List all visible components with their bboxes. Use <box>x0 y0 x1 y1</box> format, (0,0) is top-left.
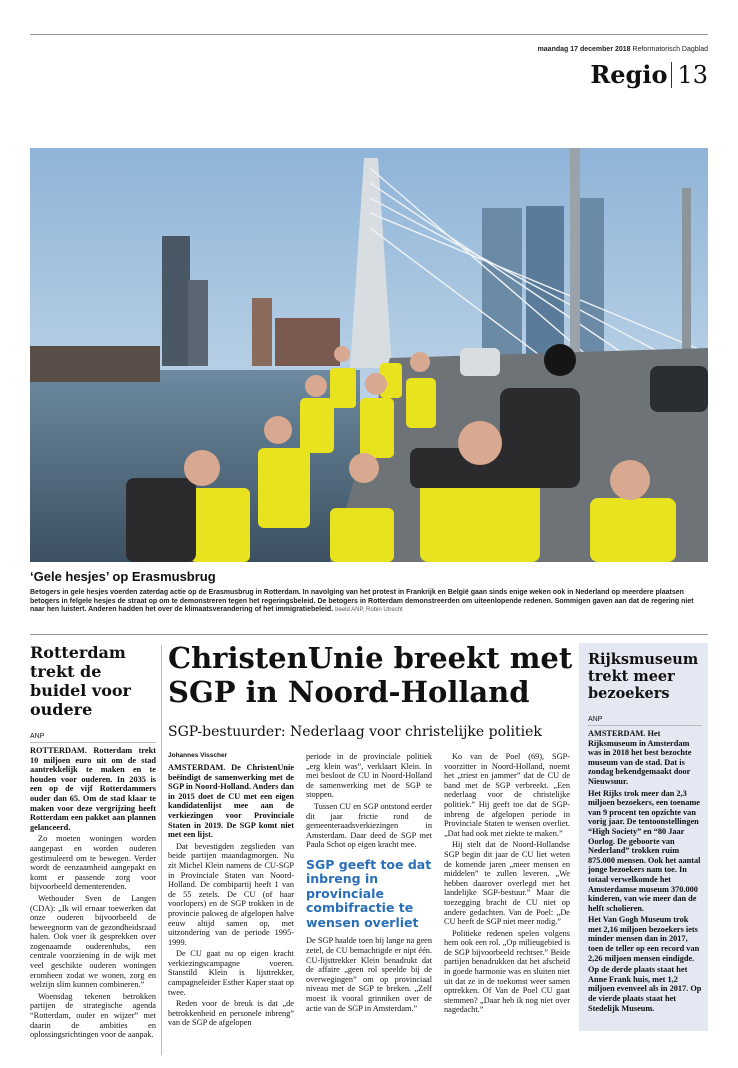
news-photo <box>30 148 708 562</box>
sidebar-paragraph: Het Van Gogh Museum trok met 2,16 miljoen bezoekers iets minder mensen dan in 2017, toen de teller op een record van 2,26 miljoen mensen eindigde. <box>588 915 700 963</box>
section-header <box>590 60 708 89</box>
column-divider <box>161 645 162 1055</box>
rotterdam-headline: Rotterdam trekt de buidel voor oudere <box>30 643 131 719</box>
paper-name: Reformatorisch Dagblad <box>632 46 708 53</box>
photo-caption <box>30 589 708 615</box>
article-rotterdam <box>30 643 156 1042</box>
main-paragraph: Ko van de Poel (69), SGP-voorzitter in Noord-Holland, noemt het „triest en jammer” dat de CU de band met de SGP verbreekt. „Een nederlaag voor de christelijke politiek.” Hij geeft toe dat de SGP-inbreng de afgelopen periode in Provinciale Staten te wensen overliet. „Dat had ook met ziekte te maken.” <box>444 752 570 838</box>
main-paragraph: periode in de provinciale politiek „erg klein was”, verklaart Klein. In mei besloot de CU in Noord-Holland de samenwerking met de SGP te stoppen. <box>306 752 432 800</box>
photo-caption-title: ‘Gele hesjes’ op Erasmusbrug <box>30 569 216 584</box>
main-column-1 <box>168 752 294 1030</box>
dateline <box>538 46 708 53</box>
main-paragraph: Politieke redenen spelen volgens hem ook een rol. „Op milieugebied is de SGP bijvoorbeeld rechtser.” Beide partijen benadrukken dat het afscheid in goede harmonie was en sluiten niet uit dat ze in de toekomst weer samen optrekken. Of Van de Poel CU gaat stemmen? „Daar heb ik nog niet over nagedacht.” <box>444 928 570 1015</box>
sidebar-headline: Rijksmuseum trekt meer bezoekers <box>588 651 699 702</box>
pull-quote: SGP geeft toe dat inbreng in provinciale combifractie te wensen overliet <box>306 856 432 930</box>
rotterdam-paragraph: Woensdag tekenen betrokken partijen de strategische agenda “Rotterdam, ouder en wijzer” met daarin de ambities en oplossingsrichtingen voor de aanpak. <box>30 991 156 1040</box>
top-rule <box>30 34 708 35</box>
sidebar-paragraph: Op de derde plaats staat het Anne Frank huis, met 1,2 miljoen evenveel als in 2017. Op de vierde plaats staat het Stedelijk Museum. <box>588 965 702 1013</box>
rotterdam-lead: ROTTERDAM. Rotterdam trekt 10 miljoen euro uit om de stad aantrekkelijk te maken en te houden voor ouderen. In 2035 is een op de vijf Rotterdammers ouder dan 65. Om de stad klaar te maken voor deze vergrijzing heeft Rotterdam een pakket aan plannen gelanceerd. <box>30 746 156 832</box>
issue-date: maandag 17 december 2018 <box>537 46 631 53</box>
main-subhead: SGP-bestuurder: Nederlaag voor christelijke politiek <box>168 724 542 740</box>
sidebar-agency: ANP <box>588 716 603 723</box>
sidebar-article-rijksmuseum <box>579 643 708 1031</box>
main-column-2 <box>306 752 432 1015</box>
sidebar-paragraph: Het Rijks trok meer dan 2,3 miljoen bezoekers, een toename van 9 procent ten opzichte van vorig jaar. De tentoonstellingen “High Society” en “80 Jaar Oorlog. De geboorte van Nederland” trokken ruim 875.000 mensen. Ook het aantal jonge bezoekers nam toe. In totaal verwelkomde het Amsterdamse museum 370.000 kinderen, van wie meer dan de helft scholieren. <box>588 788 701 913</box>
main-paragraph: Dat bevestigden zegslieden van beide partijen maandagmorgen. Nu zit Michel Klein namens de CU-SGP in Provinciale Staten van Noord-Holland. De combipartij heeft 1 van de 55 zetels. De CU (of haar voorlopers) en de SGP trokken in de provincie pakweg de afgelopen halve eeuw altijd samen op, met uitzondering van de periode 1995-1999. <box>168 841 294 947</box>
caption-text: Betogers in gele hesjes voerden zaterdag actie op de Erasmusbrug in Rotterdam. In navolging van het protest in Frankrijk en België gaan sinds enige weken ook in Nederland op meerdere plaatsen betogers in felgele hesjes de straat op om te demonstreren tegen het regeringsbeleid. De betogers in Rotterdam demonstreerden om uiteenlopende redenen. Sommigen gaven aan dat de regering niet naar hen luistert. Anderen hadden het over de klimaatsverandering of het immigratiebeleid. <box>30 589 694 614</box>
main-paragraph: De CU gaat nu op eigen kracht verkiezingscampagne voeren. Stanstild Klein is lijsttrekker, campagneleider Esther Kaper staat op twee. <box>168 949 294 997</box>
photo-credit: beeld ANP, Robin Utrecht <box>335 607 403 614</box>
rotterdam-paragraph: Zo moeten woningen worden aangepast en worden ouderen gestimuleerd om te bewegen. Verder wordt de eenzaamheid aangepakt en komt er passende zorg voor bijvoorbeeld dementerenden. <box>30 834 156 892</box>
main-headline: ChristenUnie breekt met SGP in Noord-Holland <box>168 641 573 709</box>
rotterdam-agency: ANP <box>30 733 45 740</box>
section-name: Regio <box>590 60 668 89</box>
main-lead: AMSTERDAM. De ChristenUnie beëindigt de samenwerking met de SGP in Noord-Holland. Anders dan in 2015 doet de CU met een eigen kandidatenlijst mee aan de verkiezingen voor Provinciale Staten in 2019. De SGP komt niet met een lijst. <box>168 763 294 840</box>
main-paragraph: Reden voor de breuk is dat „de betrokkenheid en personele inbreng” van de SGP de afgelopen <box>168 999 294 1028</box>
rotterdam-paragraph: Wethouder Sven de Langen (CDA): „Ik wil ernaar toewerken dat onze ouderen bijvoorbeeld de beweegnorm van de gezondheidsraad halen. Ook voer ik gesprekken over zogenaamde ouderenhubs, een centrale voorziening in de wijk met veel geschikte ouderen woningen eromheen zodat we wonen, zorg en welzijn slim kunnen combineren.” <box>30 893 156 990</box>
main-paragraph: De SGP haalde toen bij lange na geen zetel, de CU bemachtigde er nipt één. CU-lijsttrekker Klein benadrukt dat de affaire „geen rol speelde bij de overwegingen” om op provinciaal niveau met de SGP te breken. „Zelf moest ik vooral grinniken over de actie van de SGP in Amsterdam.” <box>306 936 432 1013</box>
sidebar-lead: AMSTERDAM. Het Rijksmuseum in Amsterdam was in 2018 het best bezochte museum van de stad. Dat is zondag bekendgemaakt door Nieuwsuur. <box>588 729 692 786</box>
page-number: 13 <box>677 61 708 89</box>
main-paragraph: Tussen CU en SGP ontstond eerder dit jaar frictie rond de gemeenteraadsverkiezingen in Amsterdam. Daar deed de SGP met Paula Schot op eigen kracht mee. <box>306 801 432 850</box>
main-paragraph: Hij stelt dat de Noord-Hollandse SGP begin dit jaar de CU liet weten de komende jaren „meer mensen en middelen” te zullen leveren. „We hebben daarover overlegd met het landelijke SGP-bestuur.” Maar die toezegging bracht de CU niet op andere gedachten. Van de Poel: „De CU heeft de SGP niet meer nodig.” <box>444 840 570 927</box>
main-column-3 <box>444 752 570 1017</box>
section-rule <box>30 634 708 635</box>
byline: Johannes Visscher <box>168 752 228 759</box>
